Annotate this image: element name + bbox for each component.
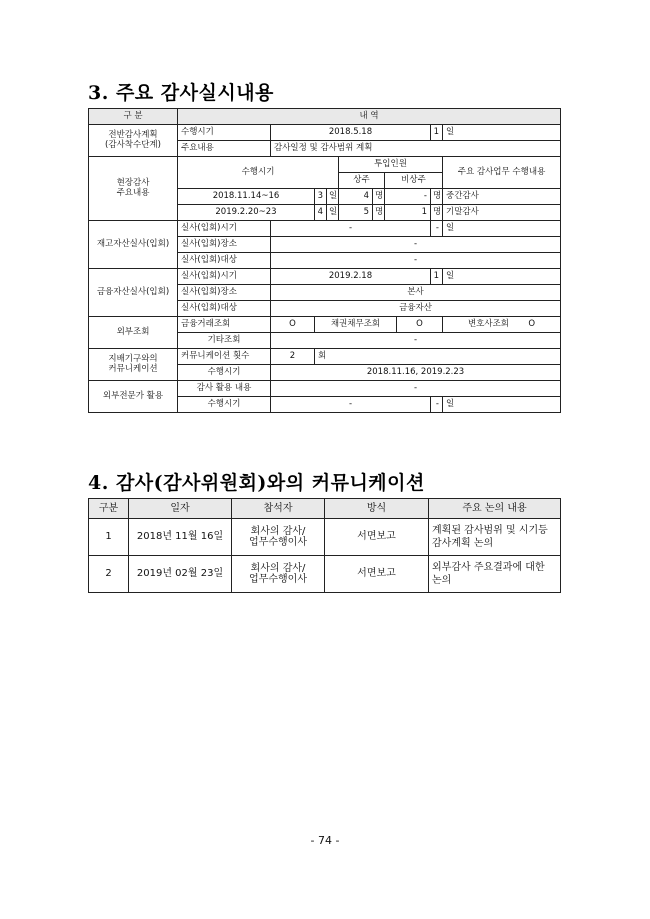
governance-count-unit: 회	[315, 349, 561, 365]
table-header-row	[89, 109, 561, 125]
field-row-nonresident: 1	[385, 205, 431, 221]
field-audit-nonresident-header: 비상주	[385, 173, 443, 189]
governance-count-label: 커뮤니케이션 횟수	[178, 349, 271, 365]
governance-time-label: 수행시기	[178, 365, 271, 381]
external-lawyer-label: 변호사조회	[467, 318, 509, 329]
table-row	[89, 125, 561, 141]
row-number: 1	[89, 519, 129, 556]
row-number: 2	[89, 556, 129, 593]
section-4-title: 4. 감사(감사위원회)와의 커뮤니케이션	[88, 472, 425, 494]
table-row	[89, 349, 561, 365]
financial-time-value: 2019.2.18	[271, 269, 431, 285]
financial-time-days: 1	[431, 269, 443, 285]
expert-time-label: 수행시기	[178, 397, 271, 413]
expert-time-value: -	[271, 397, 431, 413]
row-attendee: 회사의 감사/ 업무수행이사	[232, 556, 325, 593]
inventory-target-value: -	[271, 253, 561, 269]
external-debt-mark: O	[397, 317, 443, 333]
field-audit-label: 현장감사 주요내용	[89, 157, 178, 221]
table-row	[89, 556, 561, 593]
table-row	[89, 157, 561, 173]
expert-label: 외부전문가 활용	[89, 381, 178, 413]
inventory-place-label: 실사(입회)장소	[178, 237, 271, 253]
field-row-resident-unit: 명	[373, 205, 385, 221]
inventory-time-days: -	[431, 221, 443, 237]
field-row-period: 2018.11.14~16	[178, 189, 315, 205]
pre-audit-period-label: 수행시기	[178, 125, 271, 141]
column-header: 주요 논의 내용	[429, 499, 561, 519]
governance-count-value: 2	[271, 349, 315, 365]
expert-time-unit: 일	[443, 397, 561, 413]
external-finance-label: 금융거래조회	[178, 317, 271, 333]
field-row-nonresident-unit: 명	[431, 189, 443, 205]
row-topic: 계획된 감사범위 및 시기등 감사계획 논의	[429, 519, 561, 556]
table-header-row	[89, 499, 561, 519]
pre-audit-period-value: 2018.5.18	[271, 125, 431, 141]
inventory-time-unit: 일	[443, 221, 561, 237]
communication-table	[88, 498, 561, 593]
column-header: 구분	[89, 499, 129, 519]
row-date: 2018년 11월 16일	[129, 519, 232, 556]
external-label: 외부조회	[89, 317, 178, 349]
expert-content-value: -	[271, 381, 561, 397]
field-audit-main-header: 주요 감사업무 수행내용	[443, 157, 561, 189]
row-topic: 외부감사 주요결과에 대한 논의	[429, 556, 561, 593]
financial-time-label: 실사(입회)시기	[178, 269, 271, 285]
pre-audit-period-days: 1	[431, 125, 443, 141]
field-row-work: 기말감사	[443, 205, 561, 221]
external-other-value: -	[271, 333, 561, 349]
audit-activities-table	[88, 108, 561, 413]
table-row	[89, 381, 561, 397]
row-method: 서면보고	[325, 519, 429, 556]
external-debt-label: 채권채무조회	[315, 317, 397, 333]
column-header: 일자	[129, 499, 232, 519]
external-other-label: 기타조회	[178, 333, 271, 349]
inventory-label: 재고자산실사(입회)	[89, 221, 178, 269]
table-row	[89, 221, 561, 237]
field-row-resident: 5	[339, 205, 373, 221]
financial-place-label: 실사(입회)장소	[178, 285, 271, 301]
header-category: 구 분	[89, 109, 178, 125]
header-details: 내 역	[178, 109, 561, 125]
inventory-place-value: -	[271, 237, 561, 253]
financial-place-value: 본사	[271, 285, 561, 301]
row-attendee: 회사의 감사/ 업무수행이사	[232, 519, 325, 556]
inventory-time-value: -	[271, 221, 431, 237]
financial-target-value: 금융자산	[271, 301, 561, 317]
field-row-days: 3	[315, 189, 327, 205]
field-row-resident-unit: 명	[373, 189, 385, 205]
field-audit-resident-header: 상주	[339, 173, 385, 189]
financial-time-unit: 일	[443, 269, 561, 285]
field-row-work: 중간감사	[443, 189, 561, 205]
external-lawyer-cell	[443, 317, 561, 333]
pre-audit-label: 전반감사계획 (감사착수단계)	[89, 125, 178, 157]
field-row-nonresident: -	[385, 189, 431, 205]
field-row-resident: 4	[339, 189, 373, 205]
governance-label: 지배기구와의 커뮤니케이션	[89, 349, 178, 381]
pre-audit-content-label: 주요내용	[178, 141, 271, 157]
financial-target-label: 실사(입회)대상	[178, 301, 271, 317]
field-row-day-unit: 일	[327, 189, 339, 205]
field-row-nonresident-unit: 명	[431, 205, 443, 221]
field-row-days: 4	[315, 205, 327, 221]
column-header: 방식	[325, 499, 429, 519]
expert-content-label: 감사 활용 내용	[178, 381, 271, 397]
financial-label: 금융자산실사(입회)	[89, 269, 178, 317]
column-header: 참석자	[232, 499, 325, 519]
expert-time-days: -	[431, 397, 443, 413]
table-row	[89, 317, 561, 333]
external-finance-mark: O	[271, 317, 315, 333]
inventory-target-label: 실사(입회)대상	[178, 253, 271, 269]
page-number: - 74 -	[310, 834, 340, 847]
table-row	[89, 519, 561, 556]
row-date: 2019년 02월 23일	[129, 556, 232, 593]
field-audit-staff-header: 투입인원	[339, 157, 443, 173]
table-row	[89, 269, 561, 285]
external-lawyer-mark: O	[528, 318, 536, 329]
field-row-day-unit: 일	[327, 205, 339, 221]
pre-audit-period-unit: 일	[443, 125, 561, 141]
section-3-title: 3. 주요 감사실시내용	[88, 82, 274, 104]
pre-audit-content-value: 감사일정 및 감사범위 계획	[271, 141, 561, 157]
inventory-time-label: 실사(입회)시기	[178, 221, 271, 237]
row-method: 서면보고	[325, 556, 429, 593]
field-row-period: 2019.2.20~23	[178, 205, 315, 221]
governance-time-value: 2018.11.16, 2019.2.23	[271, 365, 561, 381]
field-audit-period-header: 수행시기	[178, 157, 339, 189]
